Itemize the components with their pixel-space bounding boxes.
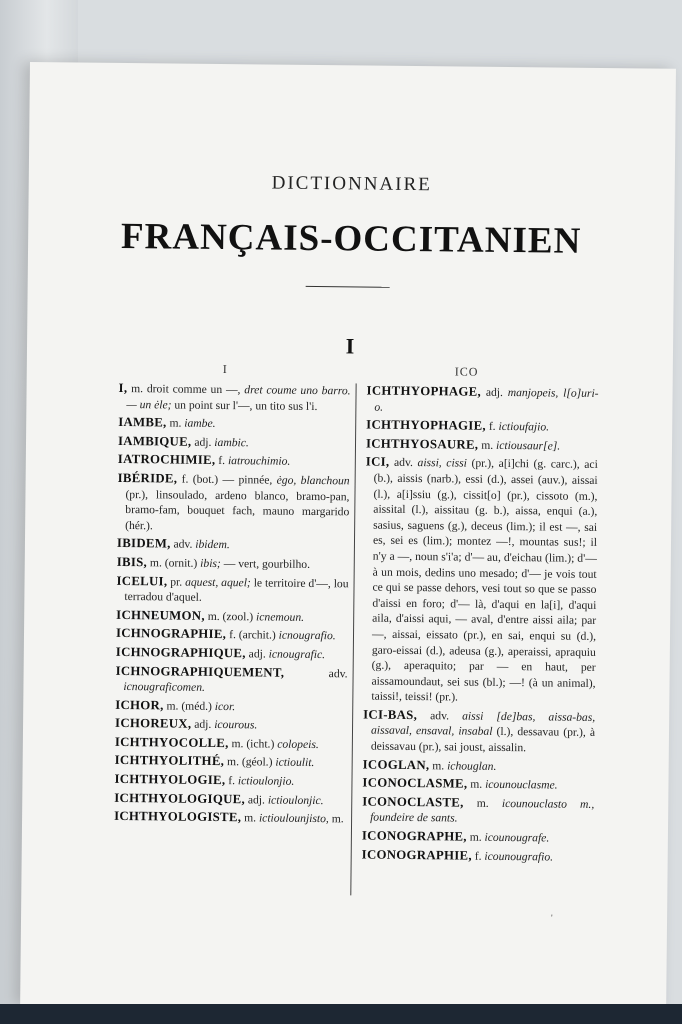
dictionary-entry <box>118 381 350 415</box>
section-letter: I <box>345 333 355 359</box>
page-title: FRANÇAIS-OCCITANIEN <box>120 215 582 262</box>
headword: ICHTHYOLOGIQUE, <box>114 790 246 806</box>
definition: m. (zool.) <box>204 609 257 624</box>
dictionary-entry <box>117 536 349 554</box>
definition: m. <box>466 830 485 844</box>
dictionary-entry <box>115 698 347 716</box>
headword: ICHOREUX, <box>115 716 192 732</box>
headword: ICHTHYOCOLLE, <box>114 734 229 750</box>
occitan-term: iambic. <box>214 435 249 450</box>
headword: ICELUI, <box>116 573 168 588</box>
dictionary-entry <box>362 847 594 865</box>
headword: ICHNEUMON, <box>116 607 205 623</box>
headword: I, <box>118 380 128 396</box>
headword: ICHTHYOLOGIE, <box>114 771 226 788</box>
occitan-term: ictioufajio. <box>498 420 550 434</box>
headword: ICONOCLASME, <box>362 775 468 791</box>
left-column <box>114 381 351 830</box>
occitan-term: ictioulonjic. <box>267 793 324 807</box>
headword: ICI-BAS, <box>363 707 418 722</box>
occitan-term: icnougrafio. <box>278 628 336 643</box>
dictionary-entry <box>115 716 347 734</box>
occitan-term: iambe. <box>184 416 216 431</box>
definition: adv. <box>170 537 196 552</box>
dictionary-entry <box>114 772 346 790</box>
headword: ICHTHYOPHAGE, <box>366 383 482 399</box>
entry-tail: (l.), dessavau (pr.), à deissavau (pr.), sai joust, aissalin. <box>370 725 596 755</box>
dictionary-entry <box>363 455 598 707</box>
entry-tail: m. <box>328 812 344 826</box>
definition: adj. <box>245 647 269 661</box>
definition: f. <box>225 774 239 788</box>
headword: ICHNOGRAPHIQUE, <box>115 644 246 661</box>
definition: adj. <box>480 385 508 400</box>
occitan-term: icourous. <box>214 718 258 732</box>
definition: adv. <box>284 666 348 680</box>
definition: m. <box>467 777 486 792</box>
right-column <box>362 384 599 869</box>
definition: f. <box>215 454 229 468</box>
occitan-term: dret coume uno barro. — un ėle; <box>126 383 351 412</box>
definition: f. (archit.) <box>226 628 279 642</box>
dictionary-entry <box>114 809 346 827</box>
definition: m. (icht.) <box>228 736 278 751</box>
table-edge <box>0 1004 682 1024</box>
definition: m. <box>478 438 497 452</box>
dictionary-entry <box>362 794 594 828</box>
headword: IBÉRIDE, <box>117 470 178 486</box>
headword: ICOGLAN, <box>362 757 430 772</box>
definition: m. droit comme un —, <box>127 382 245 397</box>
entry-tail: (pr.), linsoulado, ardeno blanco, bramo-pan, bramo-fam, bouquet fach, mauno margarido (hér.). <box>125 487 350 533</box>
occitan-term: ictiousaur[e]. <box>496 438 561 453</box>
definition: m. (méd.) <box>163 699 215 713</box>
column-divider <box>350 383 356 895</box>
title-divider <box>306 286 390 288</box>
definition: adv. <box>389 456 418 470</box>
entry-tail: un point sur l'—, un tito sus l'i. <box>171 398 318 413</box>
occitan-term: ictioulit. <box>275 756 315 770</box>
dictionary-entry <box>363 707 595 756</box>
dictionary-entry <box>118 452 350 470</box>
occitan-term: icounougrafio. <box>484 849 554 864</box>
dictionary-entry <box>366 436 598 454</box>
definition: m. <box>463 796 502 810</box>
headword: ICHTHYOSAURE, <box>365 436 479 452</box>
left-column-header: I <box>222 362 228 377</box>
occitan-term: ibis; <box>200 556 221 570</box>
definition: m. <box>166 416 185 430</box>
dictionary-entry <box>116 626 348 644</box>
headword: ICHTHYOPHAGIE, <box>366 417 487 433</box>
dictionary-entry <box>363 757 595 775</box>
dictionary-entry <box>118 415 350 433</box>
occitan-term: aissi, cissi <box>417 456 468 470</box>
definition: m. <box>241 811 260 825</box>
occitan-term: aquest, aquel; <box>185 575 251 589</box>
dictionary-label: DICTIONNAIRE <box>271 172 432 196</box>
occitan-term: ėgo, blanchoun <box>276 473 350 488</box>
occitan-term: iatrouchimio. <box>227 454 291 469</box>
headword: ICHOR, <box>115 697 164 713</box>
dictionary-entry <box>362 776 594 794</box>
definition: f. <box>471 849 485 863</box>
occitan-term: ibidem. <box>195 538 230 552</box>
definition: m. (géol.) <box>224 755 276 770</box>
book-page <box>20 62 676 1013</box>
dictionary-entry <box>117 555 349 573</box>
entry-tail: le territoire d'—, lou terradou d'aquel. <box>124 575 349 604</box>
dictionary-entry <box>115 663 347 697</box>
occitan-term: icnemoun. <box>256 610 305 624</box>
definition: adj. <box>244 792 268 807</box>
definition: adj. <box>191 435 215 449</box>
headword: ICHTHYOLITHÉ, <box>114 753 225 769</box>
headword: IAMBIQUE, <box>117 433 192 449</box>
entry-tail: — vert, gourbilho. <box>220 556 311 571</box>
occitan-term: icnougrafic. <box>268 647 326 662</box>
headword: IAMBE, <box>118 415 167 430</box>
headword: IATROCHIMIE, <box>117 452 216 468</box>
headword: ICHNOGRAPHIQUEMENT, <box>115 663 285 680</box>
headword: ICHTHYOLOGISTE, <box>114 809 242 825</box>
occitan-term: icounougrafe. <box>484 830 550 845</box>
definition: m. <box>429 758 448 773</box>
definition: adv. <box>417 708 463 723</box>
headword: ICONOGRAPHIE, <box>361 847 472 863</box>
occitan-term: ictioulonjio. <box>237 774 295 788</box>
headword: ICONOCLASTE, <box>362 794 464 810</box>
occitan-term: icnougraficomen. <box>123 680 205 694</box>
headword: ICONOGRAPHE, <box>361 828 467 844</box>
occitan-term: ictioulounjisto, <box>258 811 329 826</box>
definition: pr. <box>167 574 186 589</box>
occitan-term: aissi [de]bas, aissa-bas, aissaval, ensaval, insabal <box>370 709 596 739</box>
headword: ICHNOGRAPHIE, <box>115 626 227 642</box>
occitan-term: colopeis. <box>277 737 319 751</box>
dictionary-entry <box>115 753 347 771</box>
dictionary-entry <box>114 791 346 809</box>
dictionary-entry <box>366 418 598 436</box>
dictionary-entry <box>366 384 598 418</box>
dictionary-entry <box>115 735 347 753</box>
dictionary-entry <box>117 471 350 536</box>
dictionary-entry <box>116 645 348 663</box>
definition: m. (ornit.) <box>147 556 201 570</box>
right-column-header: ICO <box>454 364 479 379</box>
headword: IBIDEM, <box>116 536 171 551</box>
entry-tail: (pr.), a[i]chi (g. carc.), aci (b.), aissis (narb.), essi (d.), assei (auv.), aissai (l.), a[i]ssiu (g.), cissit[o] (pr.), cissoto (m.), aissital (l.), aissitau (g. b.), aissa, enqui (a.), sasius, saguens (g.), deceus (lim.); il est —, sai es, sei es (lim.); montez —!, mountas sus!; il n'y a —, noun s'i'a; d'— au, d'eichau (lim.); d'— à un mois, dedins uno mesado; d'— je vois tout ce qui se passe dehors, vesi tout so que se passo d'aissi en foro; d'— là, d'aqui en la[i], d'aqui aila, d'aissi aqui, — aval, d'entre aissi aila; par —, aissai, eissato (pr.), en sai, enqui su (d.), garo-eissai (d.), adeusa (g.), aperaissi, apraquiu (g.), aperaquito; par — en haut, per aissamoundaut, sei sus (bl.); —! (à un animal), taissi!, teissi! (pr.). <box>371 456 598 704</box>
definition: f. (bot.) — pinnée, <box>177 472 277 487</box>
occitan-term: icounouclasme. <box>485 778 558 792</box>
occitan-term: icounouclasto m., foundeire de sants. <box>370 796 595 825</box>
definition: adj. <box>191 718 215 732</box>
occitan-term: icor. <box>214 699 236 713</box>
occitan-term: manjopeis, l[o]uri-o. <box>374 386 599 414</box>
dictionary-entry <box>362 829 594 847</box>
dictionary-entry <box>116 608 348 626</box>
page-mark: ' <box>551 912 553 923</box>
definition: f. <box>485 419 499 434</box>
headword: ICI, <box>365 454 390 470</box>
occitan-term: ichouglan. <box>447 759 497 773</box>
dictionary-entry <box>116 573 348 607</box>
dictionary-entry <box>118 434 350 452</box>
headword: IBIS, <box>116 554 148 570</box>
